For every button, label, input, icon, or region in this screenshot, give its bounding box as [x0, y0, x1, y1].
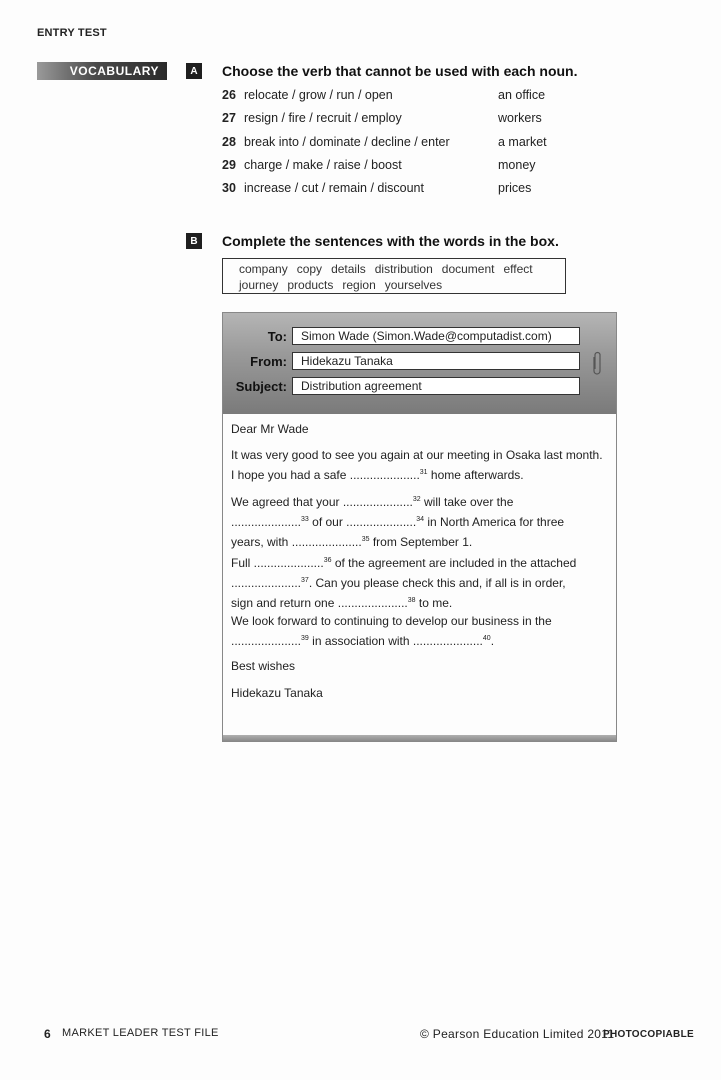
section-b-badge: B — [186, 233, 202, 249]
item-number: 26 — [222, 88, 236, 102]
email-paragraph-3: Full .....................$^{36}$ of the agreement are included in the attached .....................$^{37}$. Can you please check this and, if all is in order, sign and return one .....................$^{38}$ to me. — [231, 556, 577, 610]
subject-label: Subject: — [235, 379, 287, 394]
email-signature: Hidekazu Tanaka — [231, 686, 323, 700]
item-verbs: resign / fire / recruit / employ — [244, 111, 402, 125]
word-item: effect — [503, 262, 533, 276]
from-label: From: — [250, 354, 287, 369]
list-item — [222, 111, 562, 125]
item-number: 28 — [222, 135, 236, 149]
section-b-title: Complete the sentences with the words in the box. — [222, 233, 559, 249]
item-verbs: increase / cut / remain / discount — [244, 181, 424, 195]
list-item — [222, 181, 562, 195]
section-a-title: Choose the verb that cannot be used with each noun. — [222, 63, 578, 79]
item-verbs: relocate / grow / run / open — [244, 88, 393, 102]
item-noun: a market — [498, 135, 547, 149]
from-field: Hidekazu Tanaka — [292, 352, 580, 370]
word-item: journey — [239, 278, 279, 292]
page-number: 6 — [44, 1027, 51, 1041]
item-number: 29 — [222, 158, 236, 172]
word-item: company — [239, 262, 288, 276]
list-item — [222, 158, 562, 172]
item-noun: an office — [498, 88, 546, 102]
item-noun: money — [498, 158, 536, 172]
item-verbs: charge / make / raise / boost — [244, 158, 402, 172]
item-number: 27 — [222, 111, 236, 125]
email-paragraph-2: We agreed that your .....................$^{32}$ will take over the .....................$^{33}$ of our .....................$^{34}$ in North America for three years, with .....................$^{35}$ from September 1. — [231, 495, 565, 549]
page-header: ENTRY TEST — [37, 27, 107, 39]
word-item: copy — [296, 262, 323, 276]
item-noun: workers — [498, 111, 542, 125]
email-window — [222, 312, 617, 742]
word-item: products — [287, 278, 334, 292]
email-closing: Best wishes — [231, 659, 296, 673]
email-greeting: Dear Mr Wade — [231, 422, 309, 436]
book-title: MARKET LEADER TEST FILE — [62, 1027, 219, 1039]
word-item: region — [342, 278, 376, 292]
list-item — [222, 88, 562, 102]
word-item: document — [441, 262, 495, 276]
section-a-badge: A — [186, 63, 202, 79]
to-field: Simon Wade (Simon.Wade@computadist.com) — [292, 327, 580, 345]
word-item: details — [331, 262, 366, 276]
subject-field: Distribution agreement — [292, 377, 580, 395]
email-paragraph-1: It was very good to see you again at our meeting in Osaka last month. I hope you had a safe .....................$^{31}$ home afterwards. — [231, 448, 603, 482]
item-verbs: break into / dominate / decline / enter — [244, 135, 450, 149]
photocopiable-label: PHOTOCOPIABLE — [603, 1029, 694, 1040]
item-noun: prices — [498, 181, 532, 195]
word-item: distribution — [374, 262, 433, 276]
word-box — [222, 258, 566, 294]
email-paragraph-4: We look forward to continuing to develop our business in the .....................$^{39}$ in association with .....................$^{40}$. — [231, 614, 552, 648]
paperclip-icon — [590, 351, 602, 382]
copyright: © Pearson Education Limited 2011 — [420, 1027, 615, 1041]
section-label: VOCABULARY — [37, 62, 167, 80]
word-item: yourselves — [384, 278, 443, 292]
list-item — [222, 135, 562, 149]
to-label: To: — [267, 329, 287, 344]
email-header — [223, 313, 616, 414]
email-footer-bar — [223, 735, 616, 741]
item-number: 30 — [222, 181, 236, 195]
